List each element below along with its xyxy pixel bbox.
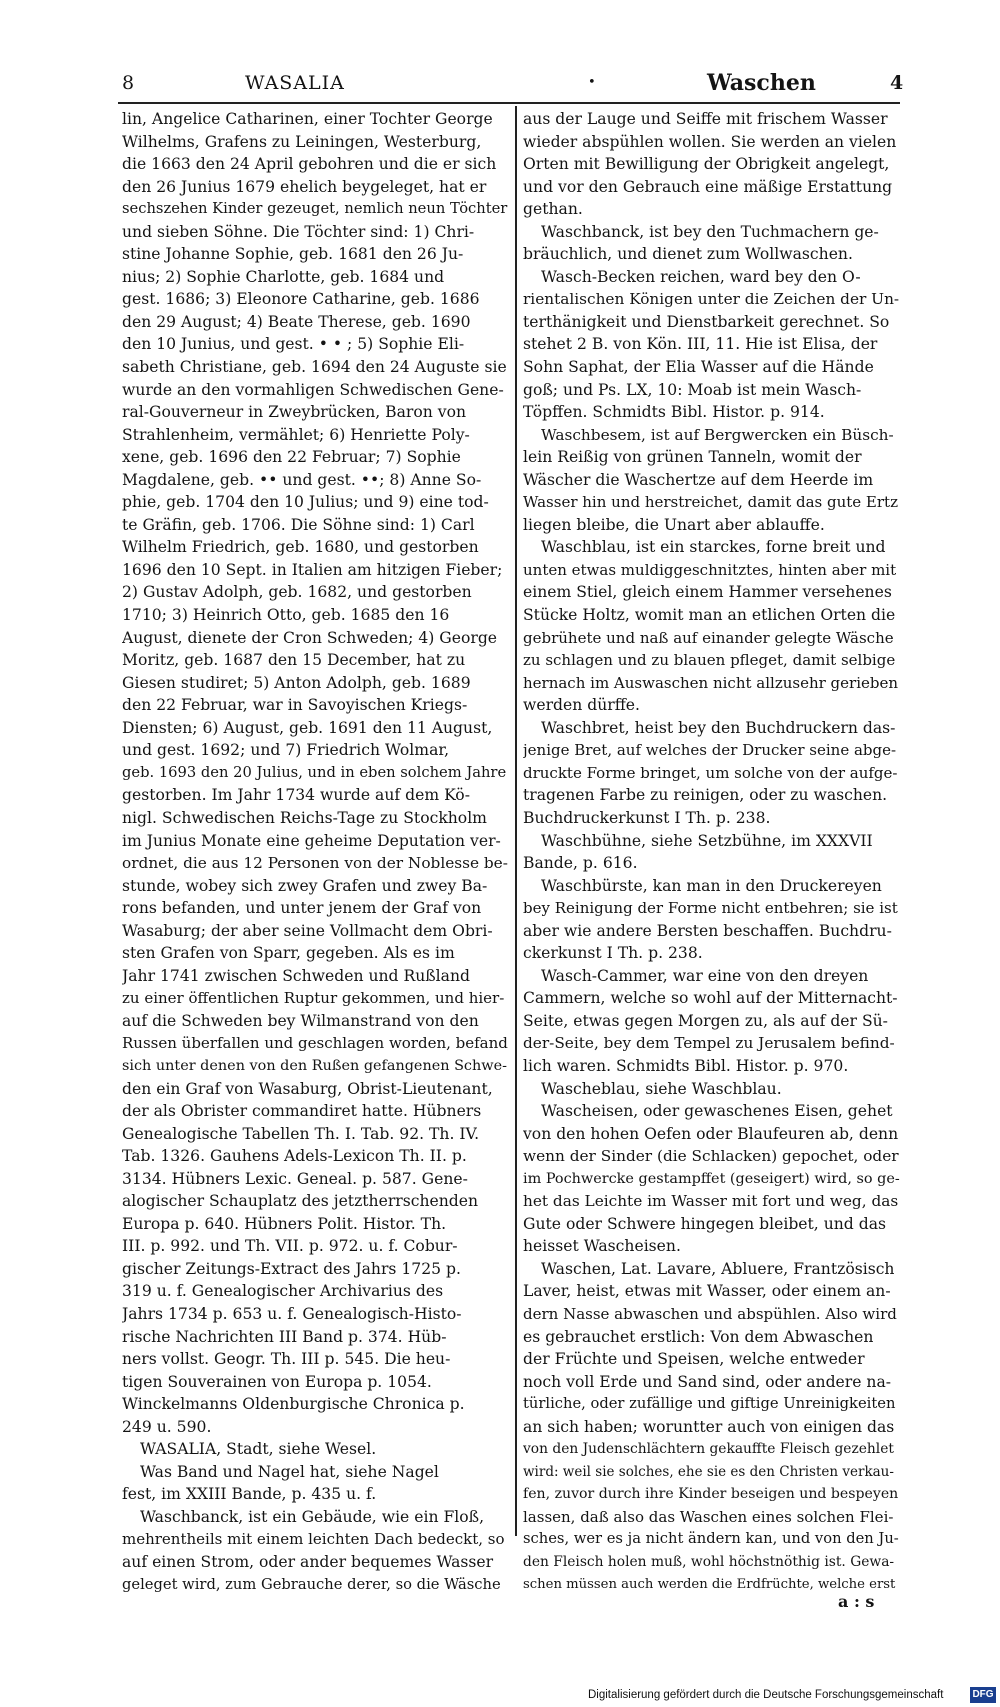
digitization-footer bbox=[588, 1683, 1000, 1707]
left-column-line: Giesen studiret; 5) Anton Adolph, geb. 1689 bbox=[122, 673, 471, 692]
right-running-title: Waschen bbox=[707, 70, 816, 96]
right-column-line: Buchdruckerkunst I Th. p. 238. bbox=[523, 808, 771, 827]
right-column-line: Wäscher die Waschertze auf dem Heerde im bbox=[523, 470, 874, 489]
left-column-line: Moritz, geb. 1687 den 15 December, hat zu bbox=[122, 651, 466, 670]
left-column-line: alogischer Schauplatz des jetztherrschenden bbox=[122, 1192, 479, 1211]
right-column-line: der Früchte und Speisen, welche entweder bbox=[523, 1350, 865, 1369]
right-column-line: Waschbret, heist bey den Buchdruckern das- bbox=[541, 718, 896, 737]
right-column-line: im Pochwercke gestampffet (geseigert) wird, so ge- bbox=[523, 1170, 900, 1187]
right-column-line: bräuchlich, und dienet zum Wollwaschen. bbox=[523, 245, 853, 264]
left-column-line: auf die Schweden bey Wilmanstrand von den bbox=[122, 1011, 479, 1030]
left-column-line: Diensten; 6) August, geb. 1691 den 11 August, bbox=[122, 718, 493, 737]
header-mark: • bbox=[588, 75, 596, 90]
right-column-line: Wasch-Cammer, war eine von den dreyen bbox=[541, 966, 869, 985]
column-divider bbox=[515, 106, 517, 1536]
right-column-line: noch voll Erde und Sand sind, oder andere na- bbox=[523, 1372, 892, 1391]
header-rule bbox=[118, 102, 900, 104]
right-column-line: tragenen Farbe zu reinigen, oder zu waschen. bbox=[523, 786, 888, 805]
left-column-line: Wasaburg; der aber seine Vollmacht dem Obri- bbox=[122, 921, 493, 940]
right-column-line: an sich haben; woruntter auch von einigen das bbox=[523, 1417, 895, 1436]
right-column-line: schen müssen auch werden die Erdfrüchte, welche erst bbox=[523, 1576, 896, 1592]
left-column-line: und sieben Söhne. Die Töchter sind: 1) Chri- bbox=[122, 222, 475, 241]
right-column-line: terthänigkeit und Dienstbarkeit gerechnet. So bbox=[523, 312, 890, 331]
right-column-line: Wasch-Becken reichen, ward bey den O- bbox=[541, 267, 861, 286]
left-column-line: 2) Gustav Adolph, geb. 1682, und gestorben bbox=[122, 583, 472, 602]
right-column-line: werden dürffe. bbox=[523, 696, 640, 715]
left-column-line: Wilhelm Friedrich, geb. 1680, und gestorben bbox=[122, 538, 479, 557]
right-column-line: Laver, heist, etwas mit Wasser, oder einem an- bbox=[523, 1282, 891, 1301]
right-column-line: Stücke Holtz, womit man an etlichen Orten die bbox=[523, 606, 896, 625]
right-column-line: hernach im Auswaschen nicht allzusehr gerieben bbox=[523, 673, 899, 692]
left-column-line: die 1663 den 24 April gebohren und die er sich bbox=[122, 155, 497, 174]
right-column-line: von den Judenschlächtern gekauffte Fleisch gezehlet bbox=[523, 1441, 894, 1458]
left-column-line: 3134. Hübners Lexic. Geneal. p. 587. Gene- bbox=[122, 1169, 468, 1188]
left-column-line: Jahrs 1734 p. 653 u. f. Genealogisch-Histo- bbox=[122, 1304, 462, 1323]
left-column-line: te Gräfin, geb. 1706. Die Söhne sind: 1) Carl bbox=[122, 515, 475, 534]
right-column bbox=[523, 108, 900, 1596]
left-column-line: Waschbanck, ist ein Gebäude, wie ein Floß, bbox=[140, 1507, 485, 1526]
left-running-title: WASALIA bbox=[245, 72, 345, 94]
right-column-line: Cammern, welche so wohl auf der Mitternacht- bbox=[523, 989, 898, 1008]
left-column-line: auf einen Strom, oder ander bequemes Wasser bbox=[122, 1553, 494, 1571]
left-column-line: WASALIA, Stadt, siehe Wesel. bbox=[140, 1440, 377, 1459]
right-column-line: wieder abspühlen wollen. Sie werden an vielen bbox=[523, 132, 897, 151]
left-column-line: Genealogische Tabellen Th. I. Tab. 92. Th. IV. bbox=[122, 1124, 480, 1143]
right-column-line: Waschbesem, ist auf Bergwercken ein Büsch- bbox=[541, 425, 894, 444]
right-column-line: einem Stiel, gleich einem Hammer versehenes bbox=[523, 583, 892, 602]
left-column-line: Tab. 1326. Gauhens Adels-Lexicon Th. II. p. bbox=[122, 1147, 467, 1166]
right-column-line: Waschbanck, ist bey den Tuchmachern ge- bbox=[541, 222, 879, 241]
left-column-line: wurde an den vormahligen Schwedischen Gene- bbox=[122, 380, 504, 399]
right-column-line: Wasser hin und herstreichet, damit das gute Ertz bbox=[523, 493, 898, 512]
right-column-line: bey Reinigung der Forme nicht entbehren; sie ist bbox=[523, 899, 898, 918]
right-column-line: Seite, etwas gegen Morgen zu, als auf der Sü- bbox=[523, 1011, 888, 1030]
left-column bbox=[122, 108, 508, 1596]
left-column-line: 319 u. f. Genealogischer Archivarius des bbox=[122, 1282, 444, 1301]
right-column-line: Orten mit Bewilligung der Obrigkeit angelegt, bbox=[523, 155, 890, 174]
left-column-line: gest. 1686; 3) Eleonore Catharine, geb. 1686 bbox=[122, 290, 480, 309]
left-column-line: rische Nachrichten III Band p. 374. Hüb- bbox=[122, 1327, 447, 1346]
left-column-line: den ein Graf von Wasaburg, Obrist-Lieutenant, bbox=[122, 1079, 493, 1098]
right-column-line: Waschbürste, kan man in den Druckereyen bbox=[541, 876, 882, 895]
left-column-line: III. p. 992. und Th. VII. p. 972. u. f. Cobur- bbox=[122, 1237, 458, 1256]
dfg-logo: DFG bbox=[970, 1687, 996, 1703]
left-column-line: Russen überfallen und geschlagen worden, befand bbox=[122, 1034, 508, 1053]
left-column-line: den 26 Junius 1679 ehelich beygeleget, hat er bbox=[122, 177, 487, 196]
left-column-line: lin, Angelice Catharinen, einer Tochter George bbox=[122, 110, 493, 128]
right-column-line: zu schlagen und zu blauen pfleget, damit selbige bbox=[523, 651, 896, 670]
left-column-line: stine Johanne Sophie, geb. 1681 den 26 Ju- bbox=[122, 245, 464, 264]
left-column-line: mehrentheils mit einem leichten Dach bedeckt, so bbox=[122, 1530, 505, 1549]
right-column-line: lich waren. Schmidts Bibl. Histor. p. 970. bbox=[523, 1056, 849, 1075]
right-column-line: fen, zuvor durch ihre Kinder beseigen und bespeyen bbox=[523, 1486, 899, 1503]
right-column-line: von den hohen Oefen oder Blaufeuren ab, denn bbox=[523, 1124, 899, 1143]
right-column-line: aber wie andere Bersten beschaffen. Buchdru- bbox=[523, 921, 892, 940]
catchword: a : s bbox=[838, 1592, 875, 1611]
right-column-line: Töpffen. Schmidts Bibl. Histor. p. 914. bbox=[523, 403, 825, 422]
left-column-line: 1710; 3) Heinrich Otto, geb. 1685 den 16 bbox=[122, 606, 450, 625]
right-column-line: Gute oder Schwere hingegen bleibet, und das bbox=[523, 1214, 887, 1233]
right-column-line: stehet 2 B. von Kön. III, 11. Hie ist Elisa, der bbox=[523, 335, 878, 354]
right-column-line: Waschbühne, siehe Setzbühne, im XXXVII bbox=[541, 831, 873, 850]
left-column-line: Magdalene, geb. •• und gest. ••; 8) Anne So- bbox=[122, 470, 482, 489]
left-column-line: ordnet, die aus 12 Personen von der Noblesse be- bbox=[122, 854, 508, 873]
right-column-line: der-Seite, bey dem Tempel zu Jerusalem befind- bbox=[523, 1034, 895, 1053]
left-column-line: gestorben. Im Jahr 1734 wurde auf dem Kö- bbox=[122, 786, 470, 805]
left-column-line: sechszehen Kinder gezeuget, nemlich neun Töchter bbox=[122, 200, 508, 218]
left-column-line: Jahr 1741 zwischen Schweden und Rußland bbox=[122, 966, 470, 985]
left-column-line: August, dienete der Cron Schweden; 4) George bbox=[122, 628, 498, 647]
left-column-line: sten Grafen von Sparr, gegeben. Als es im bbox=[122, 944, 455, 963]
right-column-line: es gebrauchet erstlich: Von dem Abwaschen bbox=[523, 1327, 874, 1346]
right-column-line: wenn der Sinder (die Schlacken) gepochet, oder bbox=[523, 1147, 899, 1166]
right-column-line: goß; und Ps. LX, 10: Moab ist mein Wasch- bbox=[523, 380, 862, 399]
right-column-line: den Fleisch holen muß, wohl höchstnöthig ist. Gewa- bbox=[523, 1554, 895, 1570]
left-column-line: nius; 2) Sophie Charlotte, geb. 1684 und bbox=[122, 267, 445, 286]
left-column-line: Europa p. 640. Hübners Polit. Histor. Th. bbox=[122, 1214, 447, 1233]
right-column-line: Sohn Saphat, der Elia Wasser auf die Hände bbox=[523, 358, 874, 377]
right-column-line: het das Leichte im Wasser mit fort und weg, das bbox=[523, 1192, 899, 1211]
left-column-line: ral-Gouverneur in Zweybrücken, Baron von bbox=[122, 403, 467, 422]
right-column-line: heisset Wascheisen. bbox=[523, 1237, 681, 1256]
left-column-line: sabeth Christiane, geb. 1694 den 24 Auguste sie bbox=[122, 358, 507, 377]
right-column-line: druckte Forme bringet, um solche von der aufge- bbox=[523, 763, 898, 782]
right-column-line: sches, wer es ja nicht ändern kan, und von den Ju- bbox=[523, 1530, 899, 1548]
right-column-line: gebrühete und naß auf einander gelegte Wäsche bbox=[523, 628, 894, 647]
right-column-line: aus der Lauge und Seiffe mit frischem Wasser bbox=[523, 110, 888, 128]
left-column-line: Strahlenheim, vermählet; 6) Henriette Poly- bbox=[122, 425, 470, 444]
right-column-line: jenige Bret, auf welches der Drucker seine abge- bbox=[523, 741, 897, 760]
right-page-number: 4 bbox=[890, 72, 904, 94]
left-column-line: tigen Souverainen von Europa p. 1054. bbox=[122, 1372, 432, 1391]
right-column-line: Bande, p. 616. bbox=[523, 854, 638, 873]
left-column-line: rons befanden, und unter jenem der Graf von bbox=[122, 899, 482, 918]
left-column-line: stunde, wobey sich zwey Grafen und zwey Ba- bbox=[122, 876, 488, 895]
right-column-line: unten etwas muldiggeschnitztes, hinten aber mit bbox=[523, 560, 897, 579]
left-column-line: zu einer öffentlichen Ruptur gekommen, und hier- bbox=[122, 989, 505, 1008]
right-column-line: Wascheblau, siehe Waschblau. bbox=[541, 1079, 782, 1098]
left-column-line: Was Band und Nagel hat, siehe Nagel bbox=[140, 1462, 439, 1481]
left-column-line: im Junius Monate eine geheime Deputation ver- bbox=[122, 831, 501, 850]
left-column-line: Winckelmanns Oldenburgische Chronica p. bbox=[122, 1395, 465, 1414]
left-column-line: gischer Zeitungs-Extract des Jahrs 1725 p. bbox=[122, 1259, 461, 1278]
left-column-line: den 10 Junius, und gest. • • ; 5) Sophie Eli- bbox=[122, 335, 465, 354]
left-column-line: sich unter denen von den Rußen gefangenen Schwe- bbox=[122, 1057, 507, 1074]
right-column-line: liegen bleibe, die Unart aber ablauffe. bbox=[523, 515, 825, 534]
right-column-line: wird: weil sie solches, ehe sie es den Christen verkau- bbox=[523, 1463, 894, 1480]
left-column-line: und gest. 1692; und 7) Friedrich Wolmar, bbox=[122, 741, 450, 760]
left-column-line: nigl. Schwedischen Reichs-Tage zu Stockholm bbox=[122, 808, 487, 827]
left-column-line: 249 u. 590. bbox=[122, 1417, 212, 1436]
right-column-line: rientalischen Königen unter die Zeichen der Un- bbox=[523, 290, 900, 309]
left-column-line: Wilhelms, Grafens zu Leiningen, Westerburg, bbox=[122, 132, 482, 151]
right-column-line: lassen, daß also das Waschen eines solchen Flei- bbox=[523, 1507, 894, 1526]
right-column-line: Waschblau, ist ein starckes, forne breit und bbox=[541, 538, 886, 557]
left-column-line: phie, geb. 1704 den 10 Julius; und 9) eine tod- bbox=[122, 493, 489, 512]
left-column-line: xene, geb. 1696 den 22 Februar; 7) Sophie bbox=[122, 448, 461, 467]
left-column-line: den 22 Februar, war in Savoyischen Kriegs- bbox=[122, 696, 468, 715]
left-column-line: geleget wird, zum Gebrauche derer, so die Wäsche bbox=[122, 1575, 501, 1593]
right-column-line: ckerkunst I Th. p. 238. bbox=[523, 944, 703, 963]
right-column-line: türliche, oder zufällige und giftige Unreinigkeiten bbox=[523, 1395, 896, 1413]
left-column-line: ners vollst. Geogr. Th. III p. 545. Die heu- bbox=[122, 1350, 451, 1369]
left-column-line: fest, im XXIII Bande, p. 435 u. f. bbox=[122, 1485, 377, 1504]
right-column-line: und vor den Gebrauch eine mäßige Erstattung bbox=[523, 177, 893, 196]
right-column-line: lein Reißig von grünen Tanneln, womit der bbox=[523, 448, 862, 467]
right-column-line: dern Nasse abwaschen und abspühlen. Also wird bbox=[523, 1304, 897, 1323]
left-column-line: geb. 1693 den 20 Julius, und in eben solchem Jahre bbox=[122, 763, 507, 781]
footer-text: Digitalisierung gefördert durch die Deutsche Forschungsgemeinschaft bbox=[588, 1689, 944, 1701]
right-column-line: Wascheisen, oder gewaschenes Eisen, gehet bbox=[541, 1102, 893, 1121]
right-column-line: gethan. bbox=[523, 200, 583, 219]
left-page-number: 8 bbox=[122, 72, 135, 94]
right-column-line: Waschen, Lat. Lavare, Abluere, Frantzösisch bbox=[541, 1259, 895, 1278]
left-column-line: der als Obrister commandiret hatte. Hübners bbox=[122, 1102, 482, 1121]
left-column-line: 1696 den 10 Sept. in Italien am hitzigen Fieber; bbox=[122, 560, 503, 579]
left-column-line: den 29 August; 4) Beate Therese, geb. 1690 bbox=[122, 312, 471, 331]
